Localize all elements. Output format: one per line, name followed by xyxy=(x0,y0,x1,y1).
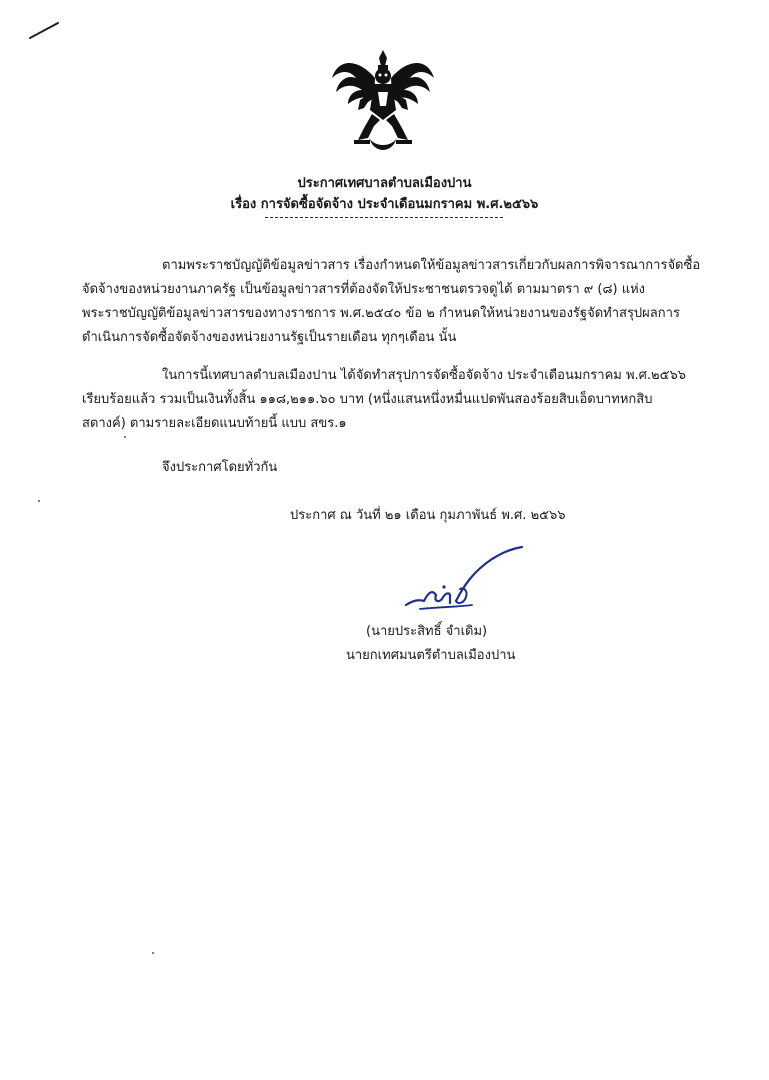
paragraph-1-line-4: ดำเนินการจัดซื้อจัดจ้างของหน่วยงานรัฐเป็นรายเดือน ทุกๆเดือน นั้น xyxy=(82,330,457,345)
signatory-name: (นายประสิทธิ์ จำเดิม) xyxy=(366,624,488,639)
dashed-divider xyxy=(265,217,503,218)
announcement-title: ประกาศเทศบาลตำบลเมืองปาน xyxy=(297,176,472,191)
paragraph-2-line-2: เรียบร้อยแล้ว รวมเป็นเงินทั้งสิ้น ๑๑๘,๒๑๑.๖๐ บาท (หนึ่งแสนหนึ่งหมื่นแปดพันสองร้อยสิบเอ็ดบาทหกสิบ xyxy=(82,392,653,407)
paragraph-1-line-3: พระราชบัญญัติข้อมูลข่าวสารของทางราชการ พ.ศ.๒๕๔๐ ข้อ ๒ กำหนดให้หน่วยงานของรัฐจัดทำสรุปผลการ xyxy=(82,306,680,321)
paragraph-1-line-2: จัดจ้างของหน่วยงานภาครัฐ เป็นข้อมูลข่าวสารที่ต้องจัดให้ประชาชนตรวจดูได้ ตามมาตรา ๙ (๘) แห่ง xyxy=(82,282,646,297)
signatory-position: นายกเทศมนตรีตำบลเมืองปาน xyxy=(346,648,516,663)
announcement-date: ประกาศ ณ วันที่ ๒๑ เดือน กุมภาพันธ์ พ.ศ. ๒๕๖๖ xyxy=(290,508,566,523)
garuda-emblem-icon xyxy=(328,48,438,153)
scan-speck xyxy=(152,952,154,954)
announcement-subject: เรื่อง การจัดซื้อจัดจ้าง ประจำเดือนมกราคม พ.ศ.๒๕๖๖ xyxy=(230,197,539,212)
paragraph-2-line-3: สตางค์) ตามรายละเอียดแนบท้ายนี้ แบบ สขร.๑ xyxy=(82,416,347,431)
scan-speck xyxy=(124,436,126,438)
paragraph-2-line-1: ในการนี้เทศบาลตำบลเมืองปาน ได้จัดทำสรุปการจัดซื้อจัดจ้าง ประจำเดือนมกราคม พ.ศ.๒๕๖๖ xyxy=(162,368,686,383)
signature-mark xyxy=(398,545,528,617)
paragraph-1-line-1: ตามพระราชบัญญัติข้อมูลข่าวสาร เรื่องกำหนดให้ข้อมูลข่าวสารเกี่ยวกับผลการพิจารณาการจัดซื้อ xyxy=(162,258,701,273)
scan-speck xyxy=(38,500,40,502)
pen-stroke-mark xyxy=(28,20,60,40)
closing-statement: จึงประกาศโดยทั่วกัน xyxy=(162,460,278,475)
